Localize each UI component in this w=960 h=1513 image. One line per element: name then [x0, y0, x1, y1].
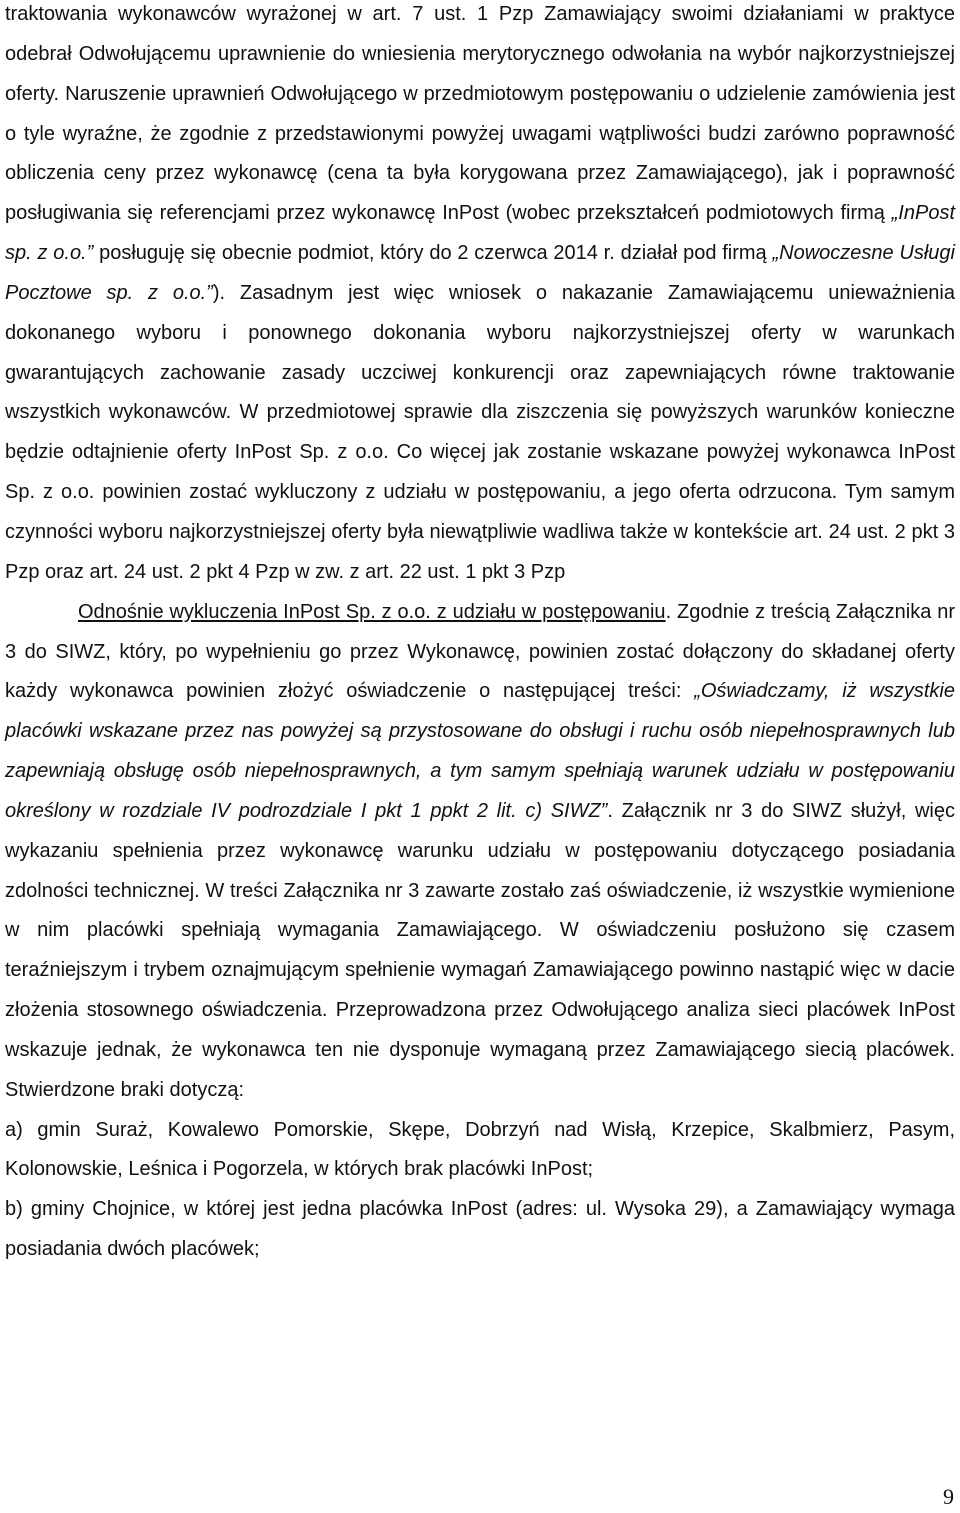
paragraph-1-text-b: posługuję się obecnie podmiot, który do 2 czerwca 2014 r. działał pod firmą [93, 242, 773, 265]
paragraph-1-text-c: ). Zasadnym jest więc wniosek o nakazanie Zamawiającemu unieważnienia dokonanego wyboru i ponownego dokonania wyboru najkorzystniejszej oferty w warunkach gwarantujących zachowanie zasady uczciwej konkurencji oraz zapewniających równe traktowanie wszystkich wykonawców. W przedmiotowej sprawie dla ziszczenia się powyższych warunków konieczne będzie odtajnienie oferty InPost Sp. z o.o. Co więcej jak zostanie wskazane powyżej wykonawca InPost Sp. z o.o. powinien zostać wykluczony z udziału w postępowaniu, a jego oferta odrzucona. Tym samym czynności wyboru najkorzystniejszej oferty była niewątpliwie wadliwa także w kontekście art. 24 ust. 2 pkt 3 Pzp oraz art. 24 ust. 2 pkt 4 Pzp w zw. z art. 22 ust. 1 pkt 3 Pzp [5, 281, 956, 583]
paragraph-1-text-a: traktowania wykonawców wyrażonej w art. 7 ust. 1 Pzp Zamawiający swoimi działaniami w praktyce odebrał Odwołującemu uprawnienie do wniesienia merytorycznego odwołania na wybór najkorzystniejszej oferty. Naruszenie uprawnień Odwołującego w przedmiotowym postępowaniu o udzielenie zamówienia jest o tyle wyraźne, że zgodnie z przedstawionymi powyżej uwagami wątpliwości budzi zarówno poprawność obliczenia ceny przez wykonawcę (cena ta była korygowana przez Zamawiającego), jak i poprawność posługiwania się referencjami przez wykonawcę InPost (wobec przekształceń podmiotowych firmą [5, 3, 955, 225]
list-item-b: b) gminy Chojnice, w której jest jedna placówka InPost (adres: ul. Wysoka 29), a Zamawiający wymaga posiadania dwóch placówek; [5, 1198, 955, 1261]
paragraph-2 [5, 593, 955, 1111]
paragraph-2-text-a: . Zgodnie z treścią Załącznika nr 3 do SIWZ, który, po wypełnieniu go przez Wykonawcę, powinien zostać dołączony do składanej oferty każdy wykonawca powinien złożyć oświadczenie o następującej treści: [5, 600, 956, 703]
firm-name-nowoczesne: „Nowoczesne Usługi Pocztowe sp. z o.o.” [5, 242, 955, 304]
section-heading: Odnośnie wykluczenia InPost Sp. z o.o. z udziału w postępowaniu [78, 600, 666, 623]
body-text [5, 0, 955, 1270]
paragraph-2-text-b: . Załącznik nr 3 do SIWZ służył, więc wykazaniu spełnienia przez wykonawcę warunku udziału w postępowaniu dotyczącego posiadania zdolności technicznej. W treści Załącznika nr 3 zawarte zostało zaś oświadczenie, iż wszystkie wymienione w nim placówki spełniają wymagania Zamawiającego. W oświadczeniu posłużono się czasem teraźniejszym i trybem oznajmującym spełnienie wymagań Zamawiającego powinno nastąpić więc w dacie złożenia stosownego oświadczenia. Przeprowadzona przez Odwołującego analiza sieci placówek InPost wskazuje jednak, że wykonawca ten nie dysponuje wymaganą przez Zamawiającego siecią placówek. Stwierdzone braki dotyczą: [5, 799, 955, 1101]
page-number: 9 [943, 1484, 954, 1509]
firm-name-inpost: „InPost sp. z o.o.” [5, 202, 955, 265]
declaration-quote: „Oświadczamy, iż wszystkie placówki wskazane przez nas powyżej są przystosowane do obsługi i ruchu osób niepełnosprawnych lub zapewniają obsługę osób niepełnosprawnych, a tym samym spełniają warunek udziału w postępowaniu określony w rozdziale IV podrozdziale I pkt 1 ppkt 2 lit. c) SIWZ” [5, 680, 955, 822]
list-item-a: a) gmin Suraż, Kowalewo Pomorskie, Skępe, Dobrzyń nad Wisłą, Krzepice, Skalbmierz, Pasym, Kolonowskie, Leśnica i Pogorzela, w których brak placówki InPost; [5, 1118, 955, 1181]
paragraph-1 [5, 0, 955, 593]
